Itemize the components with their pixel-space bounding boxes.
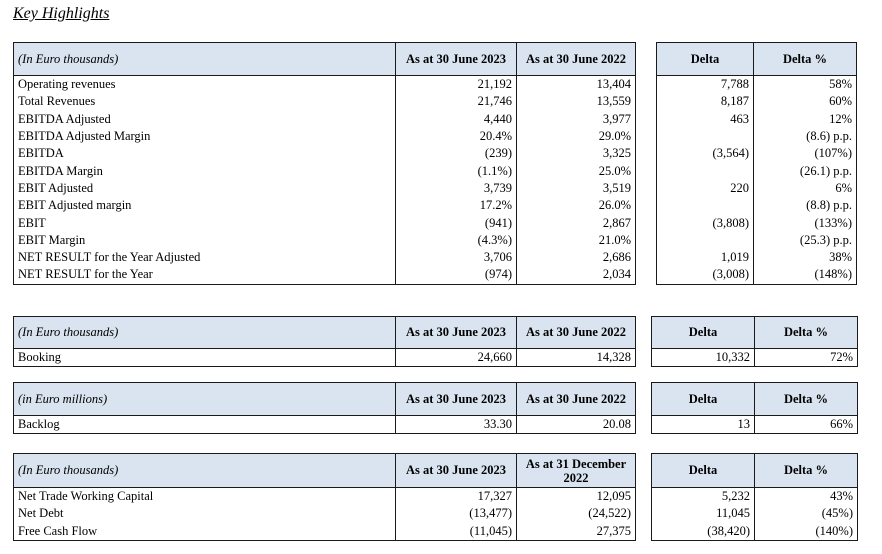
delta-pct-header: Delta % xyxy=(755,317,858,349)
table-row xyxy=(14,249,636,266)
value-delta: 463 xyxy=(657,111,754,128)
backlog-table xyxy=(13,382,636,434)
table-row xyxy=(14,76,636,94)
value-delta-pct: 66% xyxy=(755,416,858,434)
value-current: 21,746 xyxy=(396,93,517,110)
value-current: 4,440 xyxy=(396,111,517,128)
value-current: 20.4% xyxy=(396,128,517,145)
value-current: 3,706 xyxy=(396,249,517,266)
delta-header: Delta xyxy=(652,383,755,416)
value-delta-pct: (107%) xyxy=(754,145,857,162)
col-header-current: As at 30 June 2023 xyxy=(396,317,517,349)
table-row xyxy=(652,416,858,434)
value-delta: 7,788 xyxy=(657,76,754,94)
value-prior: 2,034 xyxy=(517,266,636,284)
delta-pct-header: Delta % xyxy=(754,43,857,76)
table-row xyxy=(14,93,636,110)
row-label: Free Cash Flow xyxy=(14,523,396,541)
value-current: 17.2% xyxy=(396,197,517,214)
value-prior: 3,977 xyxy=(517,111,636,128)
value-current: (1.1%) xyxy=(396,162,517,179)
table-row xyxy=(652,505,858,522)
value-delta-pct: (140%) xyxy=(755,523,858,541)
unit-header: (In Euro thousands) xyxy=(14,43,396,76)
table-row xyxy=(657,76,857,94)
table-row xyxy=(14,145,636,162)
value-delta: 10,332 xyxy=(652,349,755,367)
row-label: EBITDA Adjusted xyxy=(14,111,396,128)
value-current: 17,327 xyxy=(396,488,517,506)
row-label: Operating revenues xyxy=(14,76,396,94)
value-delta xyxy=(657,128,754,145)
value-delta: (3,008) xyxy=(657,266,754,284)
row-label: Net Trade Working Capital xyxy=(14,488,396,506)
row-label: EBITDA xyxy=(14,145,396,162)
highlights-table xyxy=(13,42,636,285)
table-row xyxy=(14,266,636,284)
table-row xyxy=(14,488,636,506)
value-prior: 12,095 xyxy=(517,488,636,506)
value-delta: 220 xyxy=(657,180,754,197)
table-row xyxy=(14,523,636,541)
value-delta-pct: (8.6) p.p. xyxy=(754,128,857,145)
value-prior: 13,404 xyxy=(517,76,636,94)
col-header-current: As at 30 June 2023 xyxy=(396,454,517,488)
value-delta: 1,019 xyxy=(657,249,754,266)
row-label: EBIT Adjusted margin xyxy=(14,197,396,214)
table-row xyxy=(657,111,857,128)
page-title: Key Highlights xyxy=(13,5,110,22)
col-header-prior: As at 30 June 2022 xyxy=(517,317,636,349)
value-current: (974) xyxy=(396,266,517,284)
col-header-prior: As at 30 June 2022 xyxy=(517,383,636,416)
value-prior: 2,686 xyxy=(517,249,636,266)
value-delta-pct: (8.8) p.p. xyxy=(754,197,857,214)
value-prior: 25.0% xyxy=(517,162,636,179)
value-delta xyxy=(657,162,754,179)
value-delta-pct: 38% xyxy=(754,249,857,266)
unit-header: (in Euro millions) xyxy=(14,383,396,416)
value-delta-pct: (25.3) p.p. xyxy=(754,232,857,249)
table-row xyxy=(657,162,857,179)
table-row xyxy=(657,266,857,284)
table-row xyxy=(657,93,857,110)
table-row xyxy=(657,145,857,162)
col-header-current: As at 30 June 2023 xyxy=(396,383,517,416)
table-row xyxy=(652,523,858,541)
row-label: EBITDA Adjusted Margin xyxy=(14,128,396,145)
row-label: EBITDA Margin xyxy=(14,162,396,179)
row-label: EBIT Adjusted xyxy=(14,180,396,197)
value-delta-pct: 60% xyxy=(754,93,857,110)
working-capital-delta-table xyxy=(651,453,858,541)
working-capital-table xyxy=(13,453,636,541)
value-prior: 29.0% xyxy=(517,128,636,145)
value-delta-pct: 6% xyxy=(754,180,857,197)
value-prior: 20.08 xyxy=(517,416,636,434)
table-row xyxy=(14,162,636,179)
col-header-prior: As at 30 June 2022 xyxy=(517,43,636,76)
value-current: 24,660 xyxy=(396,349,517,367)
row-label: NET RESULT for the Year xyxy=(14,266,396,284)
value-current: 3,739 xyxy=(396,180,517,197)
value-delta: (38,420) xyxy=(652,523,755,541)
value-delta xyxy=(657,197,754,214)
booking-delta-table xyxy=(651,316,858,367)
delta-header: Delta xyxy=(652,317,755,349)
delta-header: Delta xyxy=(652,454,755,488)
value-prior: (24,522) xyxy=(517,505,636,522)
value-current: (239) xyxy=(396,145,517,162)
row-label: EBIT Margin xyxy=(14,232,396,249)
value-prior: 3,519 xyxy=(517,180,636,197)
value-current: 33.30 xyxy=(396,416,517,434)
table-row xyxy=(657,249,857,266)
unit-header: (In Euro thousands) xyxy=(14,454,396,488)
value-prior: 3,325 xyxy=(517,145,636,162)
delta-pct-header: Delta % xyxy=(755,383,858,416)
table-row xyxy=(14,416,636,434)
table-row xyxy=(14,111,636,128)
row-label: Backlog xyxy=(14,416,396,434)
row-label: Total Revenues xyxy=(14,93,396,110)
table-row xyxy=(14,180,636,197)
value-prior: 27,375 xyxy=(517,523,636,541)
unit-header: (In Euro thousands) xyxy=(14,317,396,349)
value-prior: 26.0% xyxy=(517,197,636,214)
value-prior: 14,328 xyxy=(517,349,636,367)
value-delta-pct: (26.1) p.p. xyxy=(754,162,857,179)
value-delta: 11,045 xyxy=(652,505,755,522)
value-current: 21,192 xyxy=(396,76,517,94)
value-current: (13,477) xyxy=(396,505,517,522)
row-label: Booking xyxy=(14,349,396,367)
value-prior: 2,867 xyxy=(517,214,636,231)
table-row xyxy=(14,197,636,214)
table-row xyxy=(652,349,858,367)
value-delta-pct: (148%) xyxy=(754,266,857,284)
col-header-current: As at 30 June 2023 xyxy=(396,43,517,76)
value-delta: (3,564) xyxy=(657,145,754,162)
table-row xyxy=(657,232,857,249)
delta-pct-header: Delta % xyxy=(755,454,858,488)
value-prior: 21.0% xyxy=(517,232,636,249)
value-delta-pct: 12% xyxy=(754,111,857,128)
table-row xyxy=(14,232,636,249)
value-delta xyxy=(657,232,754,249)
delta-header: Delta xyxy=(657,43,754,76)
value-current: (4.3%) xyxy=(396,232,517,249)
value-current: (941) xyxy=(396,214,517,231)
table-row xyxy=(14,128,636,145)
table-row xyxy=(652,488,858,506)
table-row xyxy=(657,214,857,231)
row-label: NET RESULT for the Year Adjusted xyxy=(14,249,396,266)
row-label: Net Debt xyxy=(14,505,396,522)
value-delta: (3,808) xyxy=(657,214,754,231)
value-delta-pct: (45%) xyxy=(755,505,858,522)
value-delta-pct: 72% xyxy=(755,349,858,367)
value-delta: 5,232 xyxy=(652,488,755,506)
table-row xyxy=(657,197,857,214)
row-label: EBIT xyxy=(14,214,396,231)
booking-table xyxy=(13,316,636,367)
value-delta-pct: 43% xyxy=(755,488,858,506)
value-delta-pct: 58% xyxy=(754,76,857,94)
table-row xyxy=(657,128,857,145)
table-row xyxy=(14,505,636,522)
col-header-prior: As at 31 December 2022 xyxy=(517,454,636,488)
value-prior: 13,559 xyxy=(517,93,636,110)
table-row xyxy=(14,349,636,367)
table-row xyxy=(14,214,636,231)
highlights-delta-table xyxy=(656,42,857,285)
value-delta: 8,187 xyxy=(657,93,754,110)
table-row xyxy=(657,180,857,197)
value-current: (11,045) xyxy=(396,523,517,541)
value-delta-pct: (133%) xyxy=(754,214,857,231)
backlog-delta-table xyxy=(651,382,858,434)
value-delta: 13 xyxy=(652,416,755,434)
